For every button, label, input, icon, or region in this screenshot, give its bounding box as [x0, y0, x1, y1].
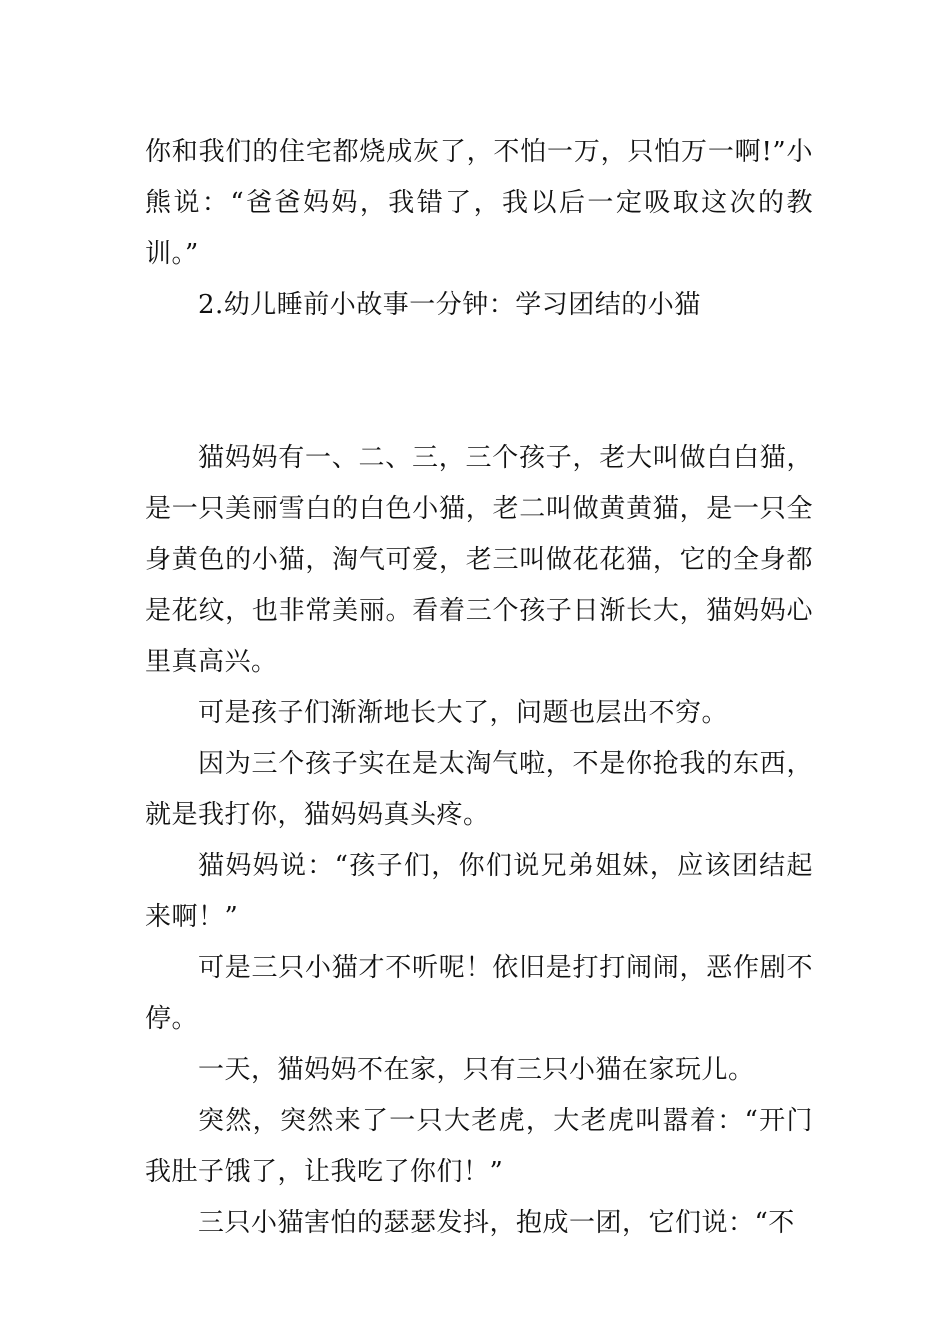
paragraph: 可是孩子们渐渐地长大了，问题也层出不穷。 [198, 698, 729, 728]
paragraph: 因为三个孩子实在是太淘气啦，不是你抢我的东西，就是我打你，猫妈妈真头疼。 [145, 749, 813, 830]
document-body [145, 127, 813, 1249]
paragraph: 猫妈妈说：“孩子们，你们说兄弟姐妹，应该团结起来啊！” [145, 851, 813, 932]
paragraph: 三只小猫害怕的瑟瑟发抖，抱成一团，它们说：“不 [198, 1208, 795, 1238]
paragraph: 突然，突然来了一只大老虎，大老虎叫嚣着：“开门我肚子饿了，让我吃了你们！” [145, 1106, 813, 1187]
section-spacer [145, 331, 813, 433]
paragraph: 可是三只小猫才不听呢！依旧是打打闹闹，恶作剧不停。 [145, 953, 813, 1034]
section-heading: 2.幼儿睡前小故事一分钟：学习团结的小猫 [198, 290, 701, 320]
paragraph: 一天，猫妈妈不在家，只有三只小猫在家玩儿。 [198, 1055, 755, 1085]
paragraph: 猫妈妈有一、二、三，三个孩子，老大叫做白白猫，是一只美丽雪白的白色小猫，老二叫做黄黄猫，是一只全身黄色的小猫，淘气可爱，老三叫做花花猫，它的全身都是花纹，也非常美丽。看着三个孩子日渐长大，猫妈妈心里真高兴。 [145, 443, 813, 677]
paragraph-continuation: 你和我们的住宅都烧成灰了，不怕一万，只怕万一啊!”小熊说：“爸爸妈妈，我错了，我以后一定吸取这次的教训。” [145, 137, 813, 269]
